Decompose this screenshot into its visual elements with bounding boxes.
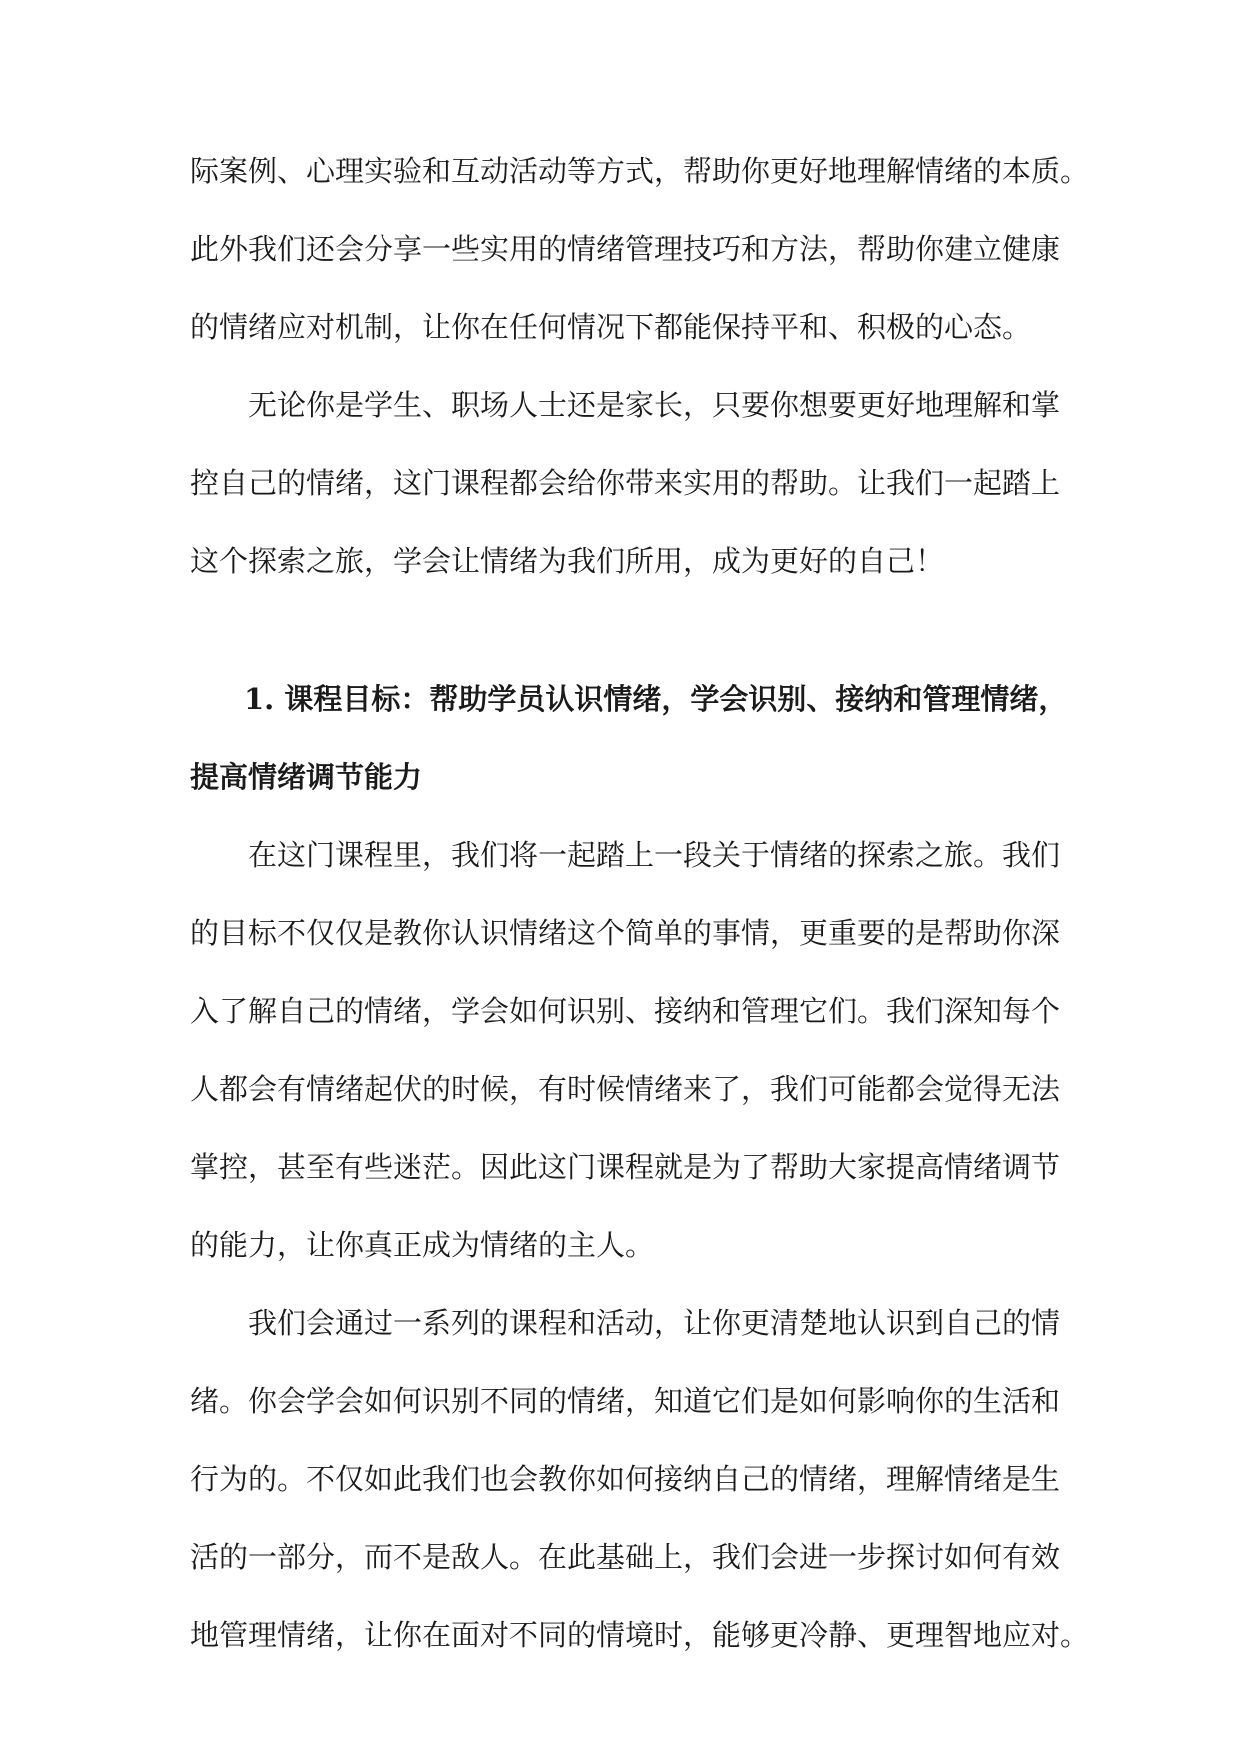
text-line: 的目标不仅仅是教你认识情绪这个简单的事情，更重要的是帮助你深 (190, 916, 1061, 950)
section-heading-text-cont: 提高情绪调节能力 (190, 760, 423, 794)
paragraph-audience (190, 366, 1061, 600)
section-heading (190, 660, 1068, 816)
text-line: 这个探索之旅，学会让情绪为我们所用，成为更好的自己！ (190, 544, 945, 578)
section-heading-text: 课程目标：帮助学员认识情绪，学会识别、接纳和管理情绪， (284, 682, 1068, 716)
paragraph-intro-continued (190, 132, 1090, 366)
text-line: 人都会有情绪起伏的时候，有时候情绪来了，我们可能都会觉得无法 (190, 1072, 1061, 1106)
text-line: 无论你是学生、职场人士还是家长，只要你想要更好地理解和掌 (248, 388, 1061, 422)
text-line: 活的一部分，而不是敌人。在此基础上，我们会进一步探讨如何有效 (190, 1540, 1061, 1574)
text-line: 行为的。不仅如此我们也会教你如何接纳自己的情绪，理解情绪是生 (190, 1462, 1061, 1496)
text-line: 绪。你会学会如何识别不同的情绪，知道它们是如何影响你的生活和 (190, 1384, 1061, 1418)
text-line: 际案例、心理实验和互动活动等方式，帮助你更好地理解情绪的本质。 (190, 154, 1090, 188)
text-line: 掌控，甚至有些迷茫。因此这门课程就是为了帮助大家提高情绪调节 (190, 1150, 1061, 1184)
text-line: 在这门课程里，我们将一起踏上一段关于情绪的探索之旅。我们 (248, 838, 1061, 872)
document-body (190, 132, 1090, 1674)
text-line: 入了解自己的情绪，学会如何识别、接纳和管理它们。我们深知每个 (190, 994, 1061, 1028)
section-spacer (190, 600, 1050, 660)
text-line: 的能力，让你真正成为情绪的主人。 (190, 1228, 655, 1262)
text-line: 控自己的情绪，这门课程都会给你带来实用的帮助。让我们一起踏上 (190, 466, 1061, 500)
text-line: 地管理情绪，让你在面对不同的情境时，能够更冷静、更理智地应对。 (190, 1618, 1090, 1652)
paragraph-goal (190, 816, 1061, 1284)
paragraph-activity (190, 1284, 1090, 1674)
text-line: 的情绪应对机制，让你在任何情况下都能保持平和、积极的心态。 (190, 310, 1032, 344)
text-line: 我们会通过一系列的课程和活动，让你更清楚地认识到自己的情 (248, 1306, 1061, 1340)
section-heading-number: 1. (244, 682, 275, 716)
text-line: 此外我们还会分享一些实用的情绪管理技巧和方法，帮助你建立健康 (190, 232, 1061, 266)
